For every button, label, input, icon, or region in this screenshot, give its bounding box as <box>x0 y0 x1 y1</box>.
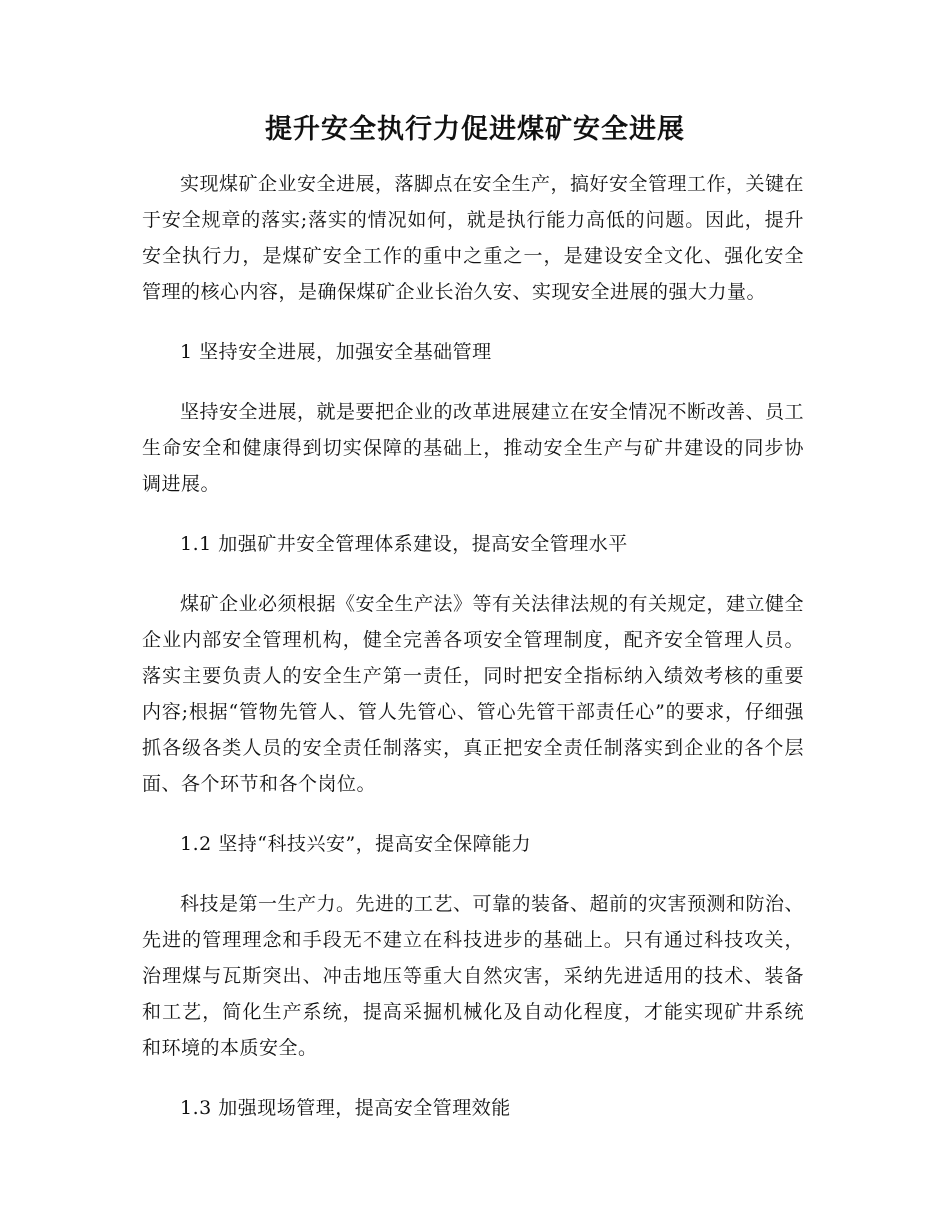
section-1-1-paragraph: 煤矿企业必须根据《安全生产法》等有关法律法规的有关规定，建立健全企业内部安全管理机构，健全完善各项安全管理制度，配齐安全管理人员。落实主要负责人的安全生产第一责任，同时把安全指标纳入绩效考核的重要内容;根据“管物先管人、管人先管心、管心先管干部责任心”的要求，仔细强抓各级各类人员的安全责任制落实，真正把安全责任制落实到企业的各个层面、各个环节和各个岗位。 <box>142 593 805 795</box>
section-heading-1-3: 1.3 加强现场管理，提高安全管理效能 <box>180 1097 511 1119</box>
intro-paragraph: 实现煤矿企业安全进展，落脚点在安全生产，搞好安全管理工作，关键在于安全规章的落实;落实的情况如何，就是执行能力高低的问题。因此，提升安全执行力，是煤矿安全工作的重中之重之一，是建设安全文化、强化安全管理的核心内容，是确保煤矿企业长治久安、实现安全进展的强大力量。 <box>142 173 805 303</box>
document-title: 提升安全执行力促进煤矿安全进展 <box>265 114 685 145</box>
section-1-paragraph: 坚持安全进展，就是要把企业的改革进展建立在安全情况不断改善、员工生命安全和健康得到切实保障的基础上，推动安全生产与矿井建设的同步协调进展。 <box>142 401 805 495</box>
section-heading-1-2: 1.2 坚持“科技兴安”，提高安全保障能力 <box>180 833 532 855</box>
section-1-2-paragraph: 科技是第一生产力。先进的工艺、可靠的装备、超前的灾害预测和防治、先进的管理理念和手段无不建立在科技进步的基础上。只有通过科技攻关，治理煤与瓦斯突出、冲击地压等重大自然灾害，采纳先进适用的技术、装备和工艺，简化生产系统，提高采掘机械化及自动化程度，才能实现矿井系统和环境的本质安全。 <box>142 893 805 1059</box>
document-body <box>142 166 804 1150</box>
section-heading-1: 1 坚持安全进展，加强安全基础管理 <box>180 341 492 363</box>
section-heading-1-1: 1.1 加强矿井安全管理体系建设，提高安全管理水平 <box>180 533 628 555</box>
